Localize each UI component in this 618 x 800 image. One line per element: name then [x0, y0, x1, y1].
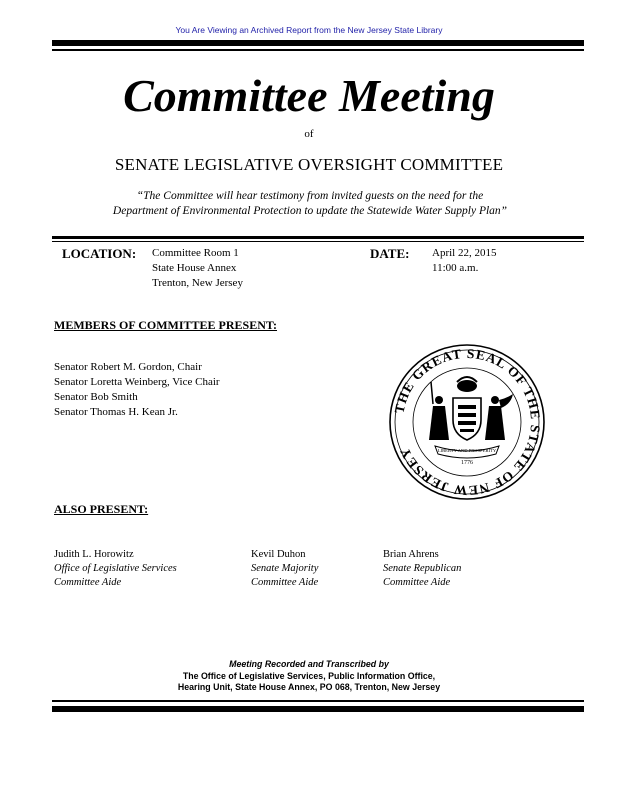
- of-text: of: [304, 128, 314, 140]
- member-item: Senator Bob Smith: [54, 391, 138, 403]
- transcription-credit: [0, 659, 618, 694]
- mid-rule-thick: [52, 236, 584, 239]
- description-line-2: Department of Environmental Protection to update the Statewide Water Supply Plan”: [112, 205, 508, 217]
- archive-banner: You Are Viewing an Archived Report from the New Jersey State Library: [175, 25, 443, 35]
- new-jersey-seal-icon: [387, 342, 547, 502]
- member-item: Senator Thomas H. Kean Jr.: [54, 406, 178, 418]
- credit-line: The Office of Legislative Services, Public Information Office,: [182, 670, 436, 681]
- credit-heading: Meeting Recorded and Transcribed by: [229, 659, 389, 669]
- attendee-role: Committee Aide: [383, 577, 451, 588]
- date-details: [432, 246, 496, 276]
- svg-text:LIBERTY AND PROSPERITY: LIBERTY AND PROSPERITY: [437, 448, 497, 453]
- top-rule-thick: [52, 40, 584, 46]
- attendee-name: Kevil Duhon: [251, 549, 306, 560]
- description-line-1: “The Committee will hear testimony from invited guests on the need for the: [136, 190, 484, 202]
- svg-text:THE GREAT SEAL OF THE STATE OF: THE GREAT SEAL OF THE STATE OF NEW JERSEY: [391, 345, 544, 499]
- members-list: [54, 360, 220, 420]
- top-rule-thin: [52, 49, 584, 51]
- member-item: Senator Robert M. Gordon, Chair: [54, 361, 202, 373]
- members-heading: MEMBERS OF COMMITTEE PRESENT:: [54, 318, 278, 332]
- attendee-name: Judith L. Horowitz: [54, 549, 134, 560]
- attendee-name: Brian Ahrens: [383, 549, 439, 560]
- location-line: Trenton, New Jersey: [152, 277, 243, 289]
- attendee-role: Committee Aide: [54, 577, 122, 588]
- location-line: State House Annex: [152, 262, 237, 274]
- location-label: LOCATION:: [62, 246, 137, 261]
- page-title: Committee Meeting: [123, 70, 495, 121]
- time-value: 11:00 a.m.: [432, 262, 479, 274]
- also-present-heading: ALSO PRESENT:: [54, 502, 149, 516]
- date-value: April 22, 2015: [432, 247, 497, 259]
- mid-rule-thin: [52, 241, 584, 242]
- attendee-role: Senate Majority: [251, 563, 319, 574]
- bottom-rule-thin: [52, 700, 584, 702]
- location-details: [152, 246, 243, 291]
- attendee-role: Committee Aide: [251, 577, 319, 588]
- committee-name: SENATE LEGISLATIVE OVERSIGHT COMMITTEE: [114, 155, 504, 174]
- location-line: Committee Room 1: [152, 247, 239, 259]
- member-item: Senator Loretta Weinberg, Vice Chair: [54, 376, 220, 388]
- attendee-role: Senate Republican: [383, 563, 462, 574]
- meeting-description: [60, 189, 560, 219]
- date-label: DATE:: [370, 246, 410, 261]
- attendee: [383, 548, 461, 590]
- attendee: [251, 548, 318, 590]
- svg-text:1776: 1776: [461, 460, 473, 466]
- attendee: [54, 548, 177, 590]
- credit-line: Hearing Unit, State House Annex, PO 068, Trenton, New Jersey: [177, 682, 441, 692]
- attendee-role: Office of Legislative Services: [54, 563, 177, 574]
- bottom-rule-thick: [52, 706, 584, 712]
